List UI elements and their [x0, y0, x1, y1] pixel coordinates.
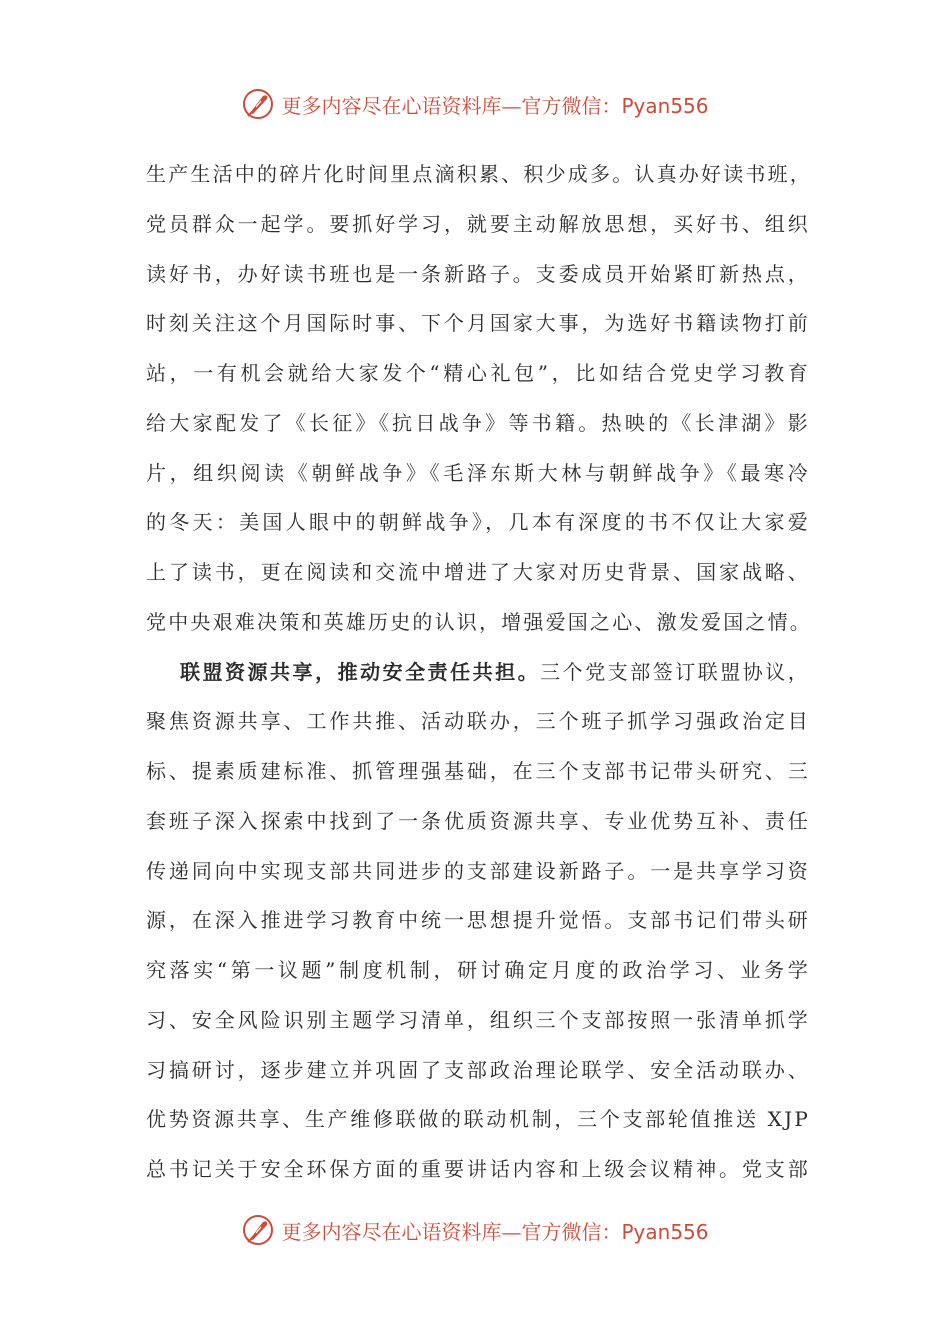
section-heading: 联盟资源共享，推动安全责任共担。 — [180, 659, 541, 684]
text-line: 时刻关注这个月国际时事、下个月国家大事，为选好书籍读物打前 — [146, 311, 810, 336]
text-line: 片，组织阅读《朝鲜战争》《毛泽东斯大林与朝鲜战争》《最寒冷 — [146, 460, 810, 485]
text-line: 站，一有机会就给大家发个“精心礼包”，比如结合党史学习教育 — [146, 361, 810, 385]
text-line: 传递同向中实现支部共同进步的支部建设新路子。一是共享学习资 — [146, 858, 810, 883]
text-line: 党中央艰难决策和英雄历史的认识，增强爱国之心、激发爱国之情。 — [146, 609, 812, 634]
text-line: 生产生活中的碎片化时间里点滴积累、积少成多。认真办好读书班， — [146, 162, 812, 186]
text-line: 上了读书，更在阅读和交流中增进了大家对历史背景、国家战略、 — [146, 560, 810, 584]
quill-pen-logo-icon — [241, 1213, 275, 1247]
text-line: 究落实“第一议题”制度机制，研讨确定月度的政治学习、业务学 — [146, 958, 810, 982]
banner-text: 更多内容尽在心语资料库—官方微信：Pyan556 — [281, 93, 709, 118]
text-line: 优势资源共享、生产维修联做的联动机制，三个支部轮值推送 XJP — [146, 1107, 810, 1132]
footer-banner — [0, 1210, 950, 1250]
document-body — [146, 150, 810, 1195]
text-line: 习、安全风险识别主题学习清单，组织三个支部按照一张清单抓学 — [146, 1007, 810, 1032]
text-line: 源，在深入推进学习教育中统一思想提升觉悟。支部书记们带头研 — [146, 908, 810, 933]
section-heading-line — [146, 648, 810, 698]
text-line: 聚焦资源共享、工作共推、活动联办，三个班子抓学习强政治定目 — [146, 709, 810, 734]
text-line: 习搞研讨，逐步建立并巩固了支部政治理论联学、安全活动联办、 — [146, 1057, 810, 1082]
section-first-line-text: 三个党支部签订联盟协议， — [540, 659, 810, 684]
text-line: 的冬天：美国人眼中的朝鲜战争》，几本有深度的书不仅让大家爱 — [146, 510, 810, 535]
banner-text: 更多内容尽在心语资料库—官方微信：Pyan556 — [281, 1219, 709, 1244]
text-line: 读好书，办好读书班也是一条新路子。支委成员开始紧盯新热点， — [146, 261, 810, 286]
text-line: 党员群众一起学。要抓好学习，就要主动解放思想，买好书、组织 — [146, 211, 810, 236]
text-line: 总书记关于安全环保方面的重要讲话内容和上级会议精神。党支部 — [146, 1157, 810, 1181]
quill-pen-logo-icon — [241, 87, 275, 121]
header-banner — [0, 84, 950, 124]
text-line: 给大家配发了《长征》《抗日战争》等书籍。热映的《长津湖》影 — [146, 410, 810, 435]
text-line: 套班子深入探索中找到了一条优质资源共享、专业优势互补、责任 — [146, 808, 810, 833]
text-line: 标、提素质建标准、抓管理强基础，在三个支部书记带头研究、三 — [146, 759, 810, 783]
